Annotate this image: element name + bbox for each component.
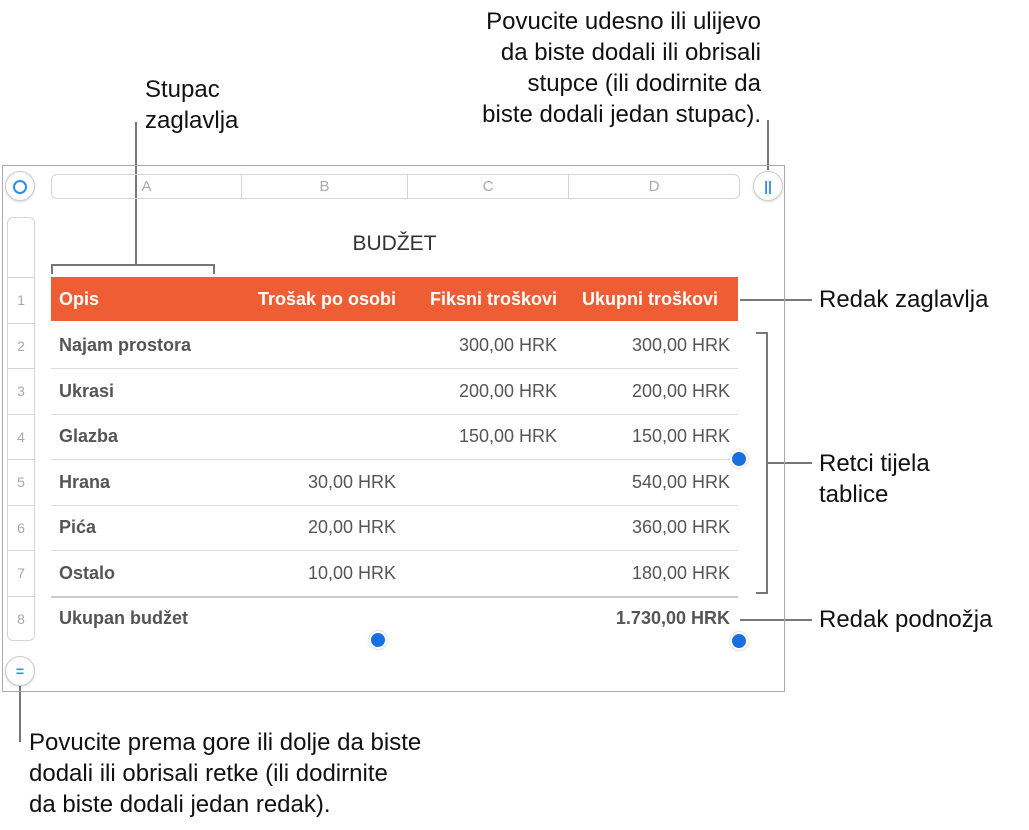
callout-line: da biste dodali jedan redak). xyxy=(29,791,331,818)
row-number[interactable]: 4 xyxy=(8,414,34,460)
header-cell[interactable]: Fiksni troškovi xyxy=(429,289,557,309)
row-number-bar xyxy=(7,217,35,641)
table-cell[interactable]: Ukrasi xyxy=(59,380,115,401)
callout-columns-handle xyxy=(482,6,761,130)
table-cell[interactable]: 10,00 HRK xyxy=(307,562,396,583)
table-cell[interactable]: Najam prostora xyxy=(59,335,192,355)
callout-line: Povucite prema gore ili dolje da biste xyxy=(29,729,422,756)
row-number[interactable]: 5 xyxy=(8,459,34,505)
callout-rows-handle xyxy=(29,727,421,820)
table-cell[interactable]: Ukupan budžet xyxy=(59,608,188,628)
callout-line: zaglavlja xyxy=(145,107,239,134)
callout-line: Povucite udesno ili ulijevo xyxy=(486,8,761,35)
table-row xyxy=(51,460,738,506)
table-row xyxy=(51,414,738,460)
table-cell[interactable]: 360,00 HRK xyxy=(631,517,730,537)
callout-header-row: Redak zaglavlja xyxy=(819,286,989,313)
select-table-button[interactable] xyxy=(5,171,35,201)
resize-handle[interactable] xyxy=(730,632,748,650)
column-header-bar xyxy=(51,174,740,199)
table-cell[interactable]: Glazba xyxy=(59,426,119,446)
footer-row xyxy=(51,596,738,641)
row-number[interactable]: 1 xyxy=(8,277,34,323)
table-cell[interactable]: 300,00 HRK xyxy=(458,335,557,355)
pause-bars-icon: || xyxy=(764,178,772,194)
add-row-handle[interactable] xyxy=(5,656,35,686)
callout-header-column xyxy=(145,74,238,136)
equals-icon: = xyxy=(15,663,25,679)
table-cell[interactable]: 180,00 HRK xyxy=(631,562,730,583)
table-cell[interactable]: 20,00 HRK xyxy=(307,517,396,537)
table-row xyxy=(51,323,738,369)
table-cell[interactable]: 30,00 HRK xyxy=(307,471,396,492)
callout-line: Stupac xyxy=(145,76,220,103)
callout-line: dodali ili obrisali retke (ili dodirnite xyxy=(29,760,388,787)
row-number[interactable]: 7 xyxy=(8,550,34,596)
resize-handle[interactable] xyxy=(730,450,748,468)
table-cell[interactable]: Ostalo xyxy=(59,562,116,583)
table-cell[interactable]: Pića xyxy=(59,517,97,537)
header-cell[interactable]: Trošak po osobi xyxy=(257,289,396,309)
row-number[interactable]: 6 xyxy=(8,505,34,551)
table-cell[interactable]: 150,00 HRK xyxy=(631,426,730,446)
row-number[interactable]: 8 xyxy=(8,596,34,642)
resize-handle[interactable] xyxy=(369,631,387,649)
table-cell[interactable]: 150,00 HRK xyxy=(458,426,557,446)
callout-line: stupce (ili dodirnite da xyxy=(527,70,761,97)
column-letter[interactable]: D xyxy=(648,178,660,195)
table-title: BUDŽET xyxy=(352,232,437,255)
table-cell[interactable]: 200,00 HRK xyxy=(631,380,730,401)
callout-footer-row: Redak podnožja xyxy=(819,606,993,633)
callout-body-rows xyxy=(819,448,930,510)
add-column-handle[interactable] xyxy=(753,171,783,201)
table-row xyxy=(51,551,738,598)
callout-line: tablice xyxy=(819,481,889,508)
leader-line xyxy=(767,120,769,170)
column-letter[interactable]: B xyxy=(242,175,408,198)
column-letter[interactable]: C xyxy=(408,175,569,198)
table-row xyxy=(51,505,738,551)
callout-line: biste dodali jedan stupac). xyxy=(482,101,761,128)
leader-line xyxy=(19,686,21,742)
header-cell[interactable]: Ukupni troškovi xyxy=(581,289,718,309)
circle-icon xyxy=(13,180,27,194)
column-letter[interactable]: A xyxy=(52,175,242,198)
table-cell[interactable]: 1.730,00 HRK xyxy=(615,608,730,628)
table-row xyxy=(51,369,738,415)
table-cell[interactable]: 300,00 HRK xyxy=(631,335,730,355)
table-cell[interactable]: 540,00 HRK xyxy=(631,471,730,492)
header-row xyxy=(51,277,738,321)
table-cell[interactable]: 200,00 HRK xyxy=(458,380,557,401)
callout-line: da biste dodali ili obrisali xyxy=(500,39,761,66)
callout-line: Retci tijela xyxy=(819,450,930,477)
row-number[interactable]: 3 xyxy=(8,368,34,414)
header-cell[interactable]: Opis xyxy=(59,289,100,309)
row-number[interactable]: 2 xyxy=(8,323,34,369)
table-cell[interactable]: Hrana xyxy=(59,471,111,492)
